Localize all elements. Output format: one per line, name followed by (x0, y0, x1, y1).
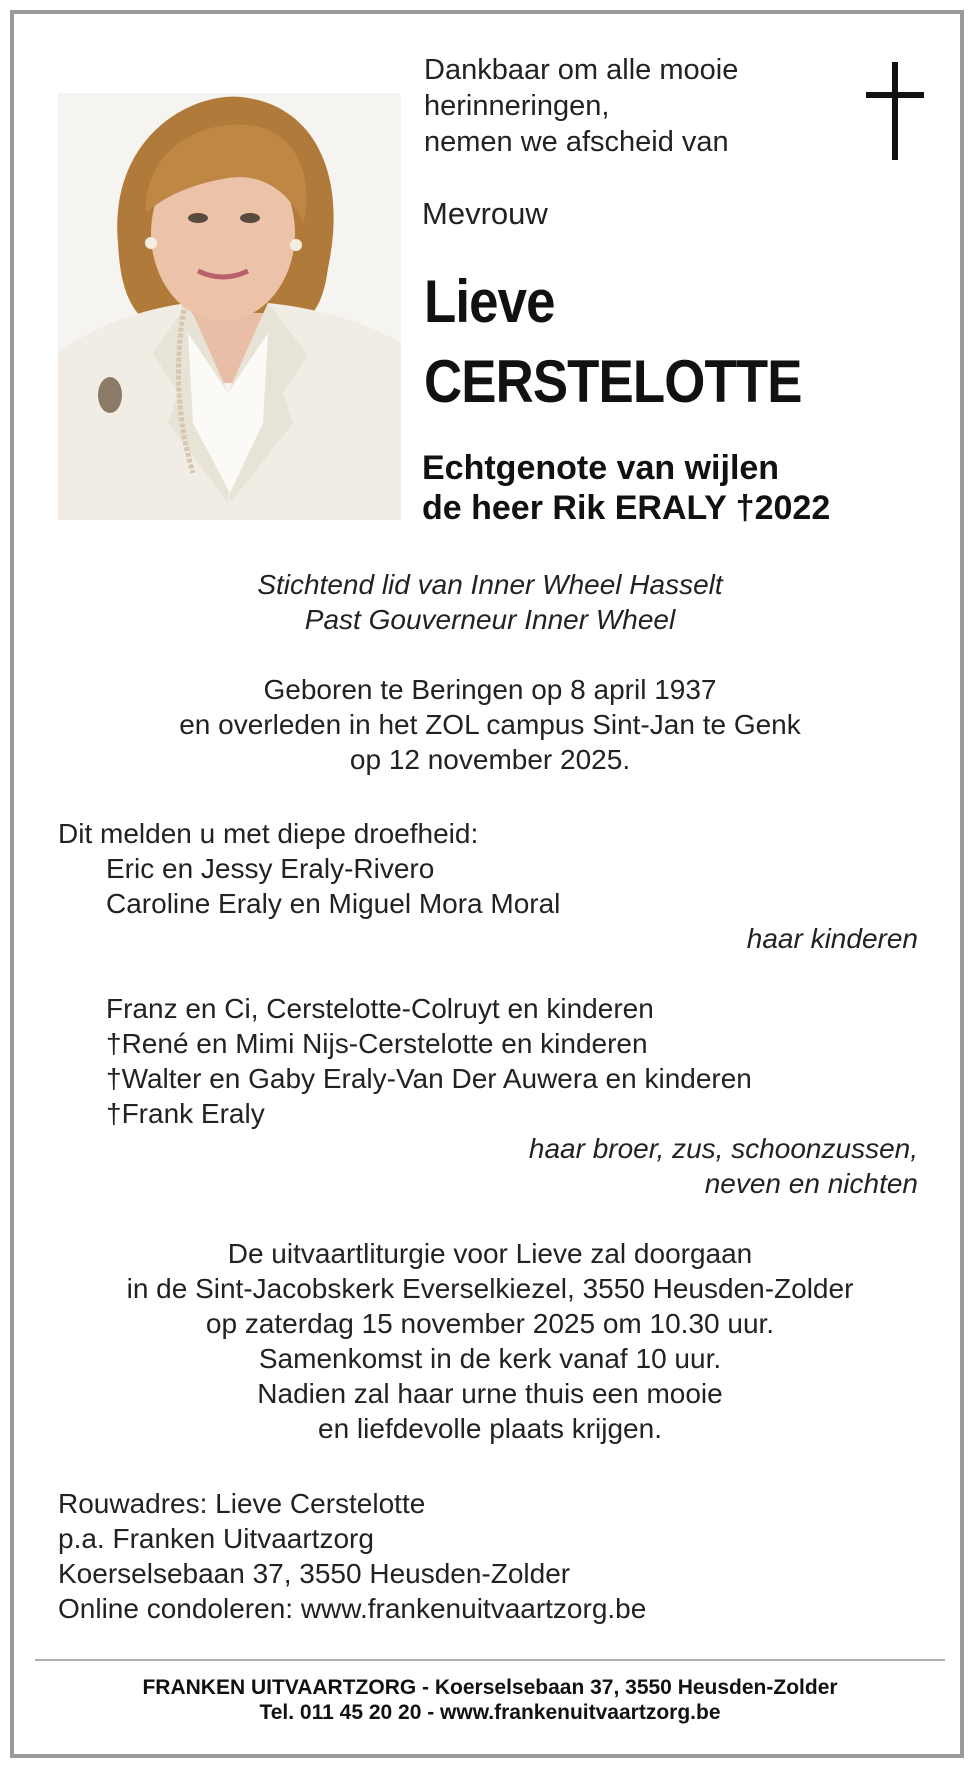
intro-line: herinneringen, (424, 90, 610, 122)
title-line: Stichtend lid van Inner Wheel Hasselt (257, 569, 723, 600)
child-entry: Eric en Jessy Eraly-Rivero (106, 853, 435, 884)
intro-line: Dankbaar om alle mooie (424, 54, 739, 86)
deceased-name (424, 262, 802, 422)
relatives-label-line: haar broer, zus, schoonzussen, (528, 1133, 918, 1164)
footer-line: Tel. 011 45 20 20 - www.frankenuitvaartzorg.be (259, 1701, 721, 1724)
last-name: CERSTELOTTE (424, 348, 802, 415)
relatives-label (529, 1131, 918, 1201)
footer-line: FRANKEN UITVAARTZORG - Koerselsebaan 37, 3550 Heusden-Zolder (142, 1676, 838, 1699)
first-name: Lieve (424, 268, 555, 335)
intro-text (424, 52, 738, 160)
relatives-list (58, 991, 752, 1131)
relatives-label-line: neven en nichten (704, 1168, 918, 1199)
address-line: Rouwadres: Lieve Cerstelotte (58, 1488, 426, 1519)
funeral-line: en liefdevolle plaats krijgen. (318, 1413, 662, 1444)
death-date-line: op 12 november 2025. (349, 744, 631, 775)
funeral-line: Samenkomst in de kerk vanaf 10 uur. (258, 1343, 722, 1374)
titles (0, 567, 980, 637)
announcement-intro: Dit melden u met diepe droefheid: (58, 818, 479, 849)
spouse-line-2: de heer Rik ERALY †2022 (422, 489, 831, 527)
death-line: en overleden in het ZOL campus Sint-Jan te Genk (179, 709, 801, 740)
funeral-line: in de Sint-Jacobskerk Everselkiezel, 3550 Heusden-Zolder (126, 1273, 854, 1304)
announcement-children (58, 816, 560, 921)
funeral-home-footer (0, 1675, 980, 1725)
children-label (747, 921, 918, 956)
title-line: Past Gouverneur Inner Wheel (304, 604, 676, 635)
address-line: Koerselsebaan 37, 3550 Heusden-Zolder (58, 1558, 571, 1589)
spouse-line-1: Echtgenote van wijlen (422, 449, 780, 487)
relative-entry: †René en Mimi Nijs-Cerstelotte en kinderen (106, 1028, 648, 1059)
relative-entry: †Walter en Gaby Eraly-Van Der Auwera en kinderen (106, 1063, 752, 1094)
salutation: Mevrouw (422, 196, 548, 231)
footer-divider (35, 1659, 945, 1661)
funeral-details (0, 1236, 980, 1446)
life-dates (0, 672, 980, 777)
funeral-line: Nadien zal haar urne thuis een mooie (257, 1378, 723, 1409)
spouse-line (422, 448, 830, 528)
children-label-text: haar kinderen (746, 923, 918, 954)
condolence-link[interactable]: Online condoleren: www.frankenuitvaartzorg.be (58, 1593, 647, 1624)
funeral-line: De uitvaartliturgie voor Lieve zal doorgaan (227, 1238, 753, 1269)
address-line: p.a. Franken Uitvaartzorg (58, 1523, 374, 1554)
latin-cross-icon (866, 62, 924, 160)
birth-line: Geboren te Beringen op 8 april 1937 (263, 674, 717, 705)
funeral-line: op zaterdag 15 november 2025 om 10.30 uur. (205, 1308, 775, 1339)
intro-line: nemen we afscheid van (424, 126, 729, 158)
relative-entry: Franz en Ci, Cerstelotte-Colruyt en kinderen (106, 993, 654, 1024)
portrait-photo (58, 93, 401, 520)
mourning-address (58, 1486, 646, 1626)
relative-entry: †Frank Eraly (106, 1098, 265, 1129)
child-entry: Caroline Eraly en Miguel Mora Moral (106, 888, 561, 919)
